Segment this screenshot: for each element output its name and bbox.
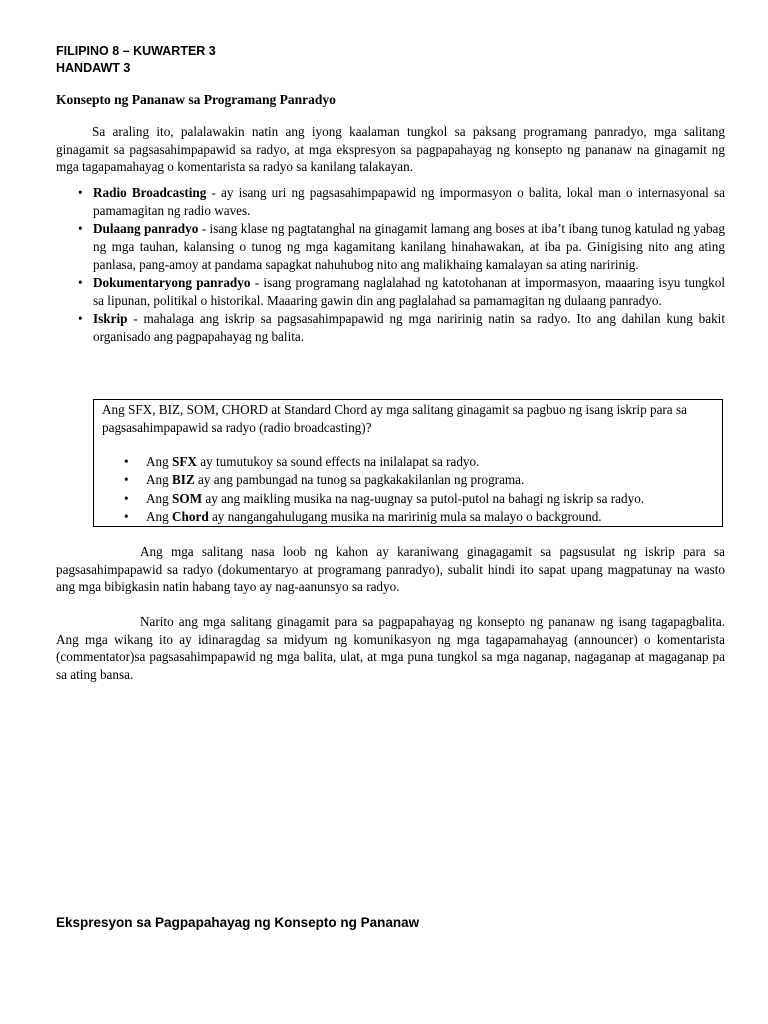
term-description: ay nangangahulugang musika na maririnig mula sa malayo o background. bbox=[208, 508, 602, 524]
term-prefix: Ang bbox=[146, 490, 173, 506]
term-description: ay ang maikling musika na nag-uugnay sa putol-putol na bahagi ng iskrip sa radyo. bbox=[202, 490, 645, 506]
bullet-icon: • bbox=[124, 508, 129, 524]
definition-item bbox=[78, 274, 725, 310]
definition-term: Radio Broadcasting bbox=[93, 185, 207, 200]
bullet-icon: • bbox=[78, 221, 83, 236]
box-explanation-paragraph: Ang mga salitang nasa loob ng kahon ay karaniwang ginagagamit sa pagsusulat ng iskrip para sa pagsasahimpapawid sa radyo (dokumentaryo at programang panradyo), subalit hindi ito sapat upang magpatunay na wasto ang mga bibigkasin natin habang tayo ay nag-aanunsyo sa radyo. bbox=[56, 544, 725, 594]
term-code: SOM bbox=[172, 490, 203, 506]
term-item bbox=[124, 471, 644, 489]
term-description: ay tumutukoy sa sound effects na inilalapat sa radyo. bbox=[196, 454, 480, 469]
definition-text: - ay isang uri ng pagsasahimpapawid ng impormasyon o balita, lokal man o internasyonal sa pamamagitan ng radio waves. bbox=[93, 185, 725, 218]
term-description: ay ang pambungad na tunog sa pagkakakilanlan ng programa. bbox=[194, 472, 525, 488]
definition-term: Dokumentaryong panradyo bbox=[93, 275, 251, 290]
term-code: Chord bbox=[172, 508, 209, 524]
bullet-icon: • bbox=[78, 311, 83, 326]
box-question: Ang SFX, BIZ, SOM, CHORD at Standard Chord ay mga salitang ginagamit sa pagbuo ng isang iskrip para sa pagsasahimpapawid sa radyo (radio broadcasting)? bbox=[102, 402, 687, 435]
term-item bbox=[124, 453, 644, 471]
definition-item bbox=[78, 310, 725, 346]
section-heading: Ekspresyon sa Pagpapahayag ng Konsepto ng Pananaw bbox=[56, 915, 420, 930]
definition-item bbox=[78, 184, 725, 220]
bullet-icon: • bbox=[78, 275, 83, 290]
definition-term: Dulaang panradyo bbox=[93, 221, 199, 236]
term-code: SFX bbox=[172, 454, 197, 469]
bullet-icon: • bbox=[124, 490, 129, 506]
term-item bbox=[124, 508, 644, 526]
bullet-icon: • bbox=[124, 472, 129, 488]
term-prefix: Ang bbox=[146, 454, 173, 469]
expressions-intro-paragraph: Narito ang mga salitang ginagamit para sa pagpapahayag ng konsepto ng pananaw ng isang tagapagbalita. Ang mga wikang ito ay idinaragdag sa midyum ng komunikasyon ng mga tagapamahayag (announcer) o komentarista (commentator)sa pagsasahimpapawid ng mga balita, ulat, at mga puna tungkol sa mga naganap, nagaganap at magaganap pa sa ating bansa. bbox=[56, 614, 725, 682]
bullet-icon: • bbox=[124, 454, 129, 469]
definitions-list bbox=[78, 184, 725, 346]
term-code: BIZ bbox=[172, 472, 195, 488]
definition-text: - isang klase ng pagtatanghal na ginagamit lamang ang boses at iba’t ibang tunog katulad ng yabag ng mga tauhan, kalansing o tunog ng mga kagamitang kanilang hinahawakan, at iba pa. Ginigising nito ang ating panlasa, pang-amoy at pandama sapagkat nahuhubog nito ang malikhaing kamalayan sa ating naririnig. bbox=[93, 221, 725, 272]
definition-text: - isang programang naglalahad ng katotohanan at impormasyon, maaaring isyu tungkol sa lipunan, politikal o historikal. Maaaring gawin din ang paglalahad sa pamamagitan ng dulaang panradyo. bbox=[93, 275, 725, 308]
intro-paragraph: Sa araling ito, palalawakin natin ang iyong kaalaman tungkol sa paksang programang panradyo, mga salitang ginagamit sa pagsasahimpapawid sa radyo, at mga ekspresyon sa pagpapahayag ng konsepto ng pananaw na ginagamit ng mga tagapamahayag o komentarista sa radyo sa kanilang talakayan. bbox=[56, 124, 725, 174]
handout-number-label: HANDAWT 3 bbox=[56, 61, 131, 75]
bullet-icon: • bbox=[78, 185, 83, 200]
term-item bbox=[124, 490, 644, 508]
definition-text: - mahalaga ang iskrip sa pagsasahimpapawid ng mga naririnig natin sa radyo. Ito ang dahilan kung bakit organisado ang pagpapahayag ng balita. bbox=[93, 311, 725, 344]
term-prefix: Ang bbox=[146, 508, 173, 524]
term-prefix: Ang bbox=[146, 472, 173, 488]
page-title: Konsepto ng Pananaw sa Programang Panradyo bbox=[56, 92, 336, 107]
definition-term: Iskrip bbox=[93, 311, 128, 326]
handout-course-label: FILIPINO 8 – KUWARTER 3 bbox=[56, 44, 216, 58]
terms-list bbox=[124, 453, 644, 526]
definition-item bbox=[78, 220, 725, 274]
terms-box bbox=[93, 399, 723, 527]
